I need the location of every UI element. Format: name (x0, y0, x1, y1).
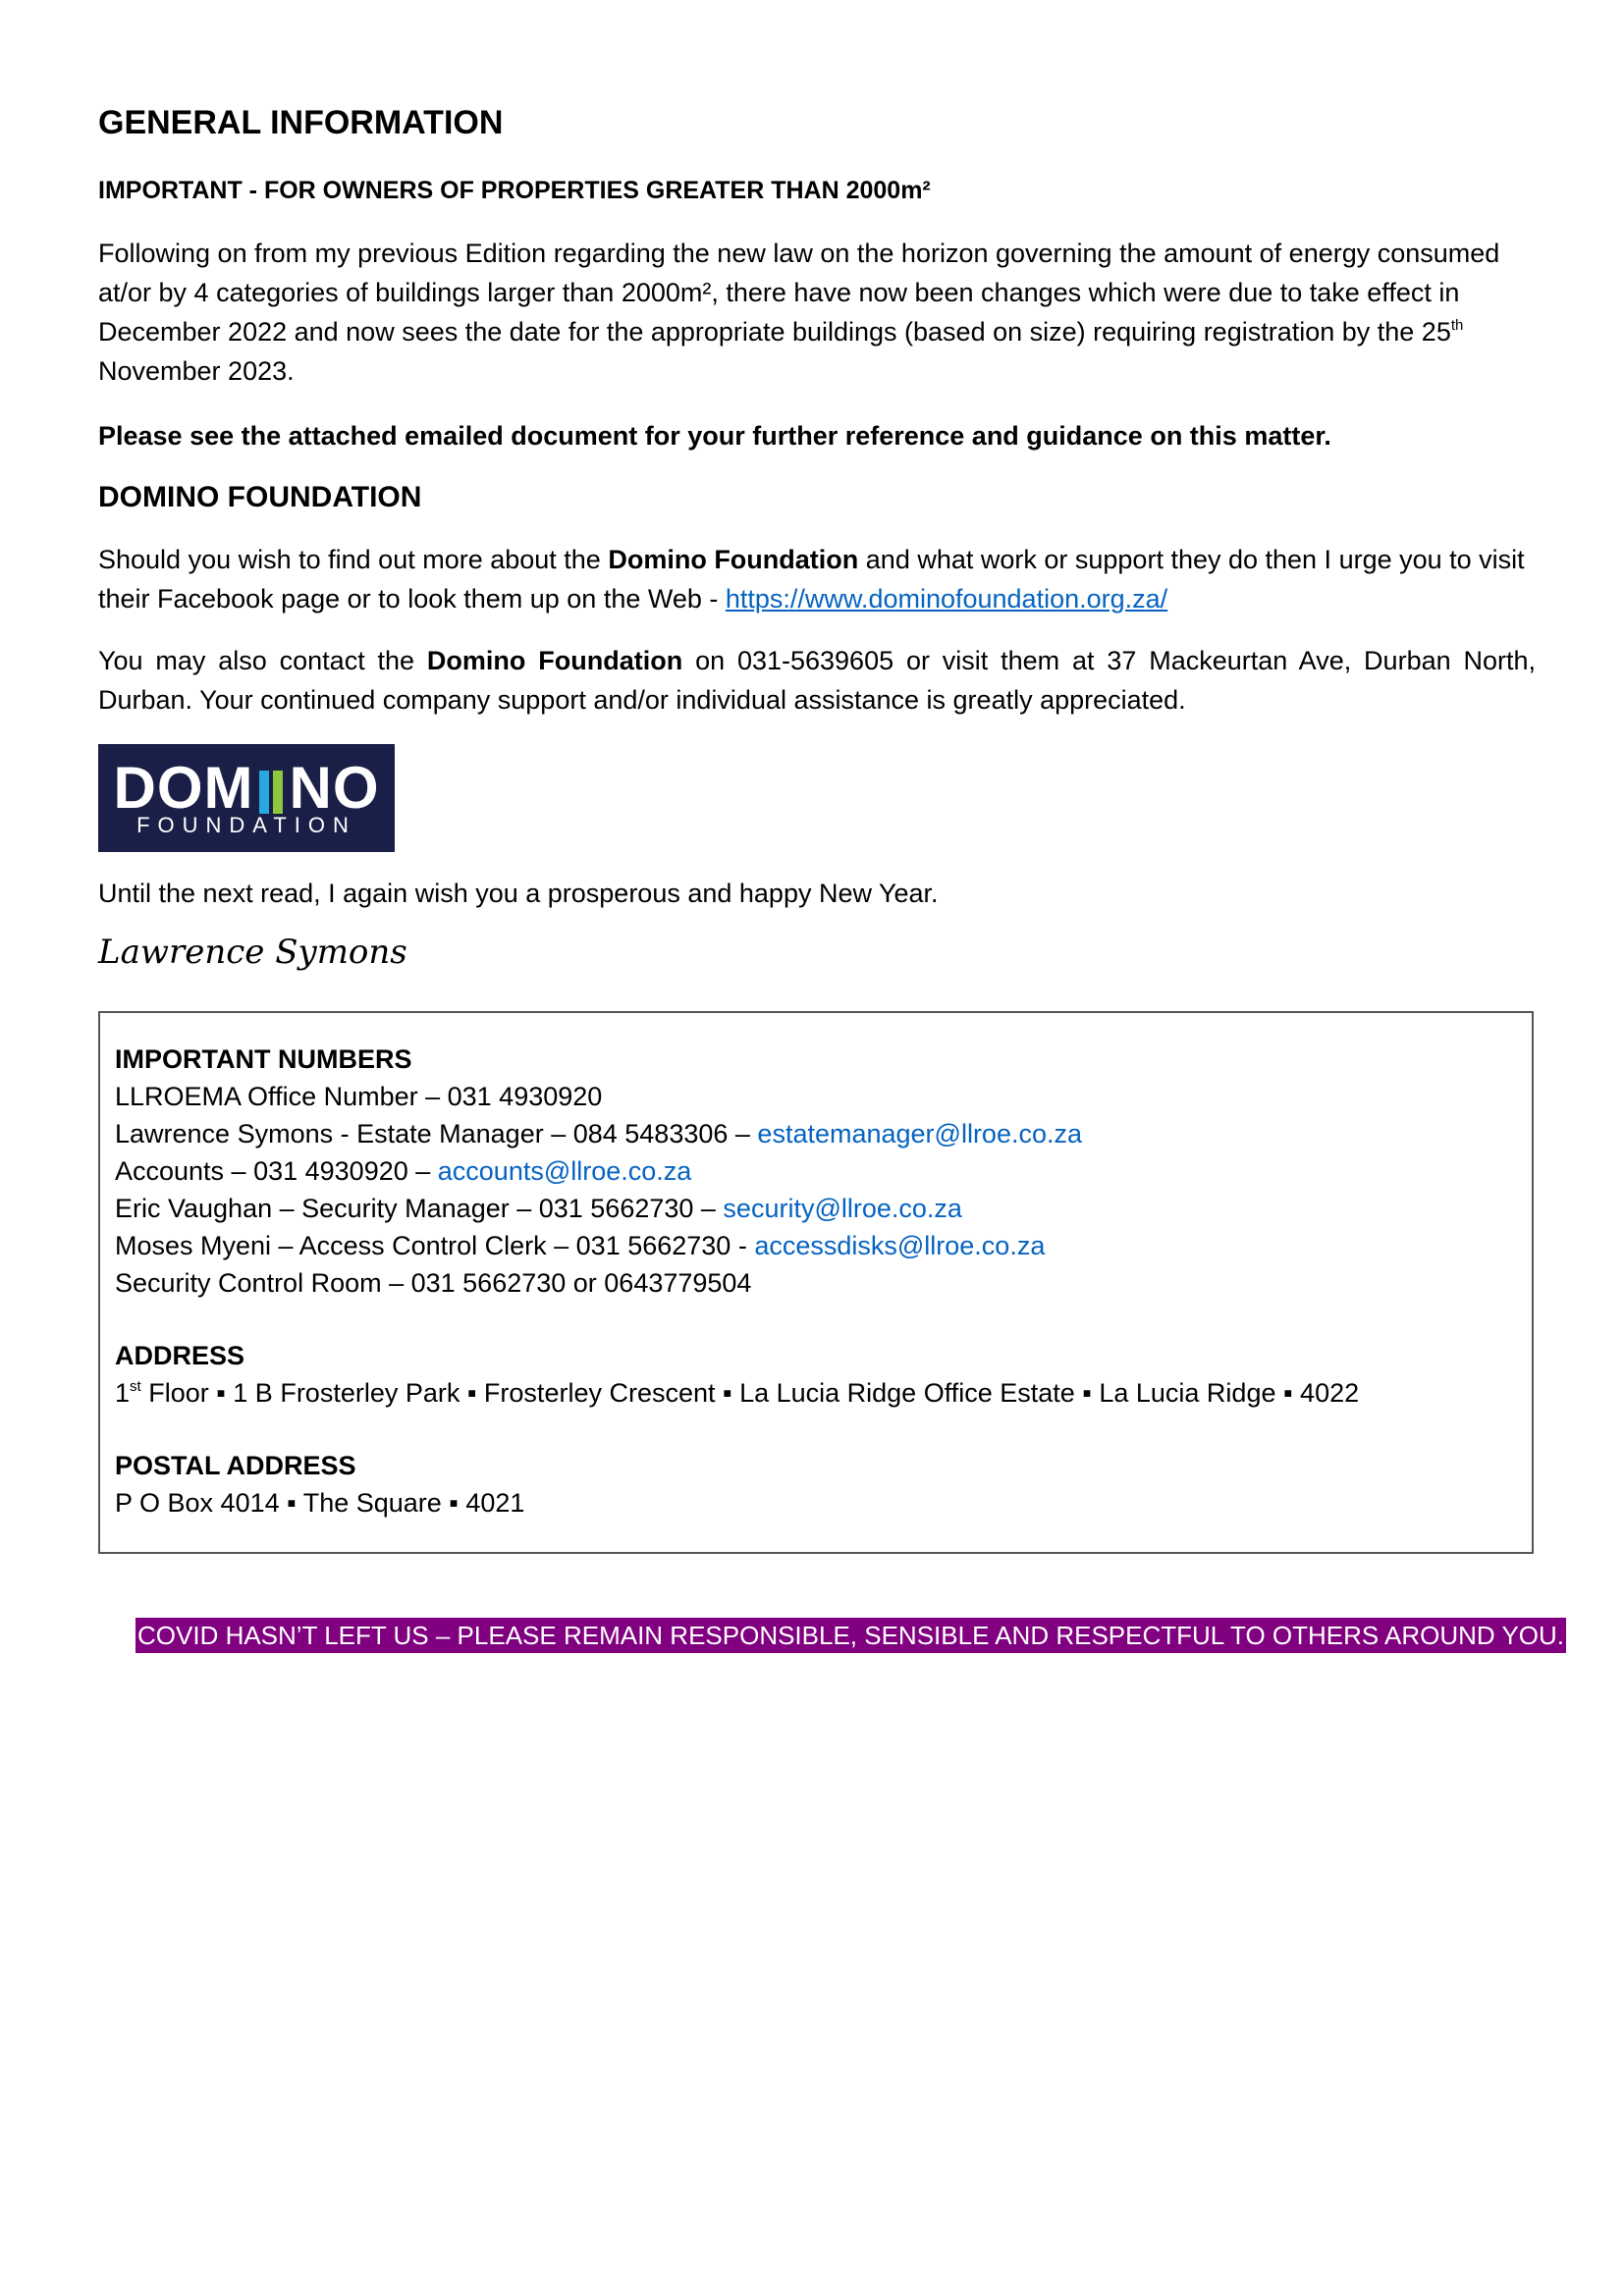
address-ordinal: st (130, 1378, 141, 1395)
address-number: 1 (115, 1378, 131, 1408)
manager-email-link[interactable]: estatemanager@llroe.co.za (757, 1119, 1083, 1148)
logo-bars (253, 765, 289, 814)
logo-wordmark (98, 754, 395, 822)
manager-line (115, 1115, 1082, 1152)
energy-paragraph-text: Following on from my previous Edition regarding the new law on the horizon governing the amount of energy consumed at/or by 4 categories of buildings larger than 2000m², there have now been changes which were due to take effect in December 2022 and now sees the date for the appropriate buildings (based on size) requiring registration by the 25 (98, 239, 1500, 347)
domino-foundation-logo (98, 744, 395, 852)
logo-text-right: NO (289, 755, 380, 821)
signature: Lawrence Symons (98, 933, 407, 972)
postal-line: P O Box 4014 ▪ The Square ▪ 4021 (115, 1488, 525, 1518)
domino-p1-text: Should you wish to find out more about the (98, 545, 609, 574)
section-title: GENERAL INFORMATION (98, 104, 504, 141)
domino-paragraph-2 (98, 641, 1536, 720)
domino-p2-text: You may also contact the (98, 646, 427, 675)
control-room-line: Security Control Room – 031 5662730 or 0643779504 (115, 1268, 752, 1298)
accounts-line (115, 1152, 691, 1190)
address-line (115, 1374, 1359, 1412)
contact-box (98, 1011, 1534, 1554)
closing-line: Until the next read, I again wish you a prosperous and happy New Year. (98, 879, 939, 908)
domino-name-bold-2: Domino Foundation (426, 646, 683, 675)
access-line (115, 1227, 1045, 1264)
office-number: LLROEMA Office Number – 031 4930920 (115, 1082, 603, 1111)
logo-bar-blue (259, 771, 269, 814)
domino-p2-text-2: on 031-5639605 or visit them at 37 Mackeurtan Ave, Durban North, Durban. Your continued company support and/or individual assistance is greatly appreciated. (98, 646, 1536, 715)
logo-bar-green (273, 771, 283, 814)
logo-text-left: DOM (113, 755, 254, 821)
security-text: Eric Vaughan – Security Manager – 031 5662730 – (115, 1194, 724, 1223)
domino-paragraph-1 (98, 540, 1536, 618)
domino-name-bold: Domino Foundation (608, 545, 859, 574)
energy-paragraph-end: November 2023. (98, 356, 295, 386)
accounts-email-link[interactable]: accounts@llroe.co.za (437, 1156, 692, 1186)
reference-note: Please see the attached emailed document for your further reference and guidance on this matter. (98, 421, 1331, 451)
domino-website-link[interactable]: https://www.dominofoundation.org.za/ (725, 584, 1168, 614)
important-heading: IMPORTANT - FOR OWNERS OF PROPERTIES GREATER THAN 2000m² (98, 177, 931, 204)
accounts-text: Accounts – 031 4930920 – (115, 1156, 438, 1186)
ordinal-suffix: th (1450, 317, 1464, 334)
access-text: Moses Myeni – Access Control Clerk – 031 5662730 - (115, 1231, 755, 1260)
address-heading: ADDRESS (115, 1341, 245, 1370)
numbers-heading: IMPORTANT NUMBERS (115, 1044, 412, 1074)
domino-heading: DOMINO FOUNDATION (98, 481, 422, 513)
address-rest: Floor ▪ 1 B Frosterley Park ▪ Frosterley Crescent ▪ La Lucia Ridge Office Estate ▪ La Lucia Ridge ▪ 4022 (140, 1378, 1360, 1408)
manager-text: Lawrence Symons - Estate Manager – 084 5483306 – (115, 1119, 758, 1148)
security-line (115, 1190, 962, 1227)
access-email-link[interactable]: accessdisks@llroe.co.za (754, 1231, 1046, 1260)
covid-banner: COVID HASN’T LEFT US – PLEASE REMAIN RESPONSIBLE, SENSIBLE AND RESPECTFUL TO OTHERS AROUND YOU. (135, 1618, 1566, 1653)
energy-paragraph (98, 234, 1536, 391)
domino-p1-text-2: and what work or support they do then I urge you to visit their Facebook page or to look them up on the Web - (98, 545, 1525, 614)
postal-heading: POSTAL ADDRESS (115, 1451, 356, 1480)
logo-subtitle: FOUNDATION (136, 813, 356, 837)
security-email-link[interactable]: security@llroe.co.za (723, 1194, 962, 1223)
